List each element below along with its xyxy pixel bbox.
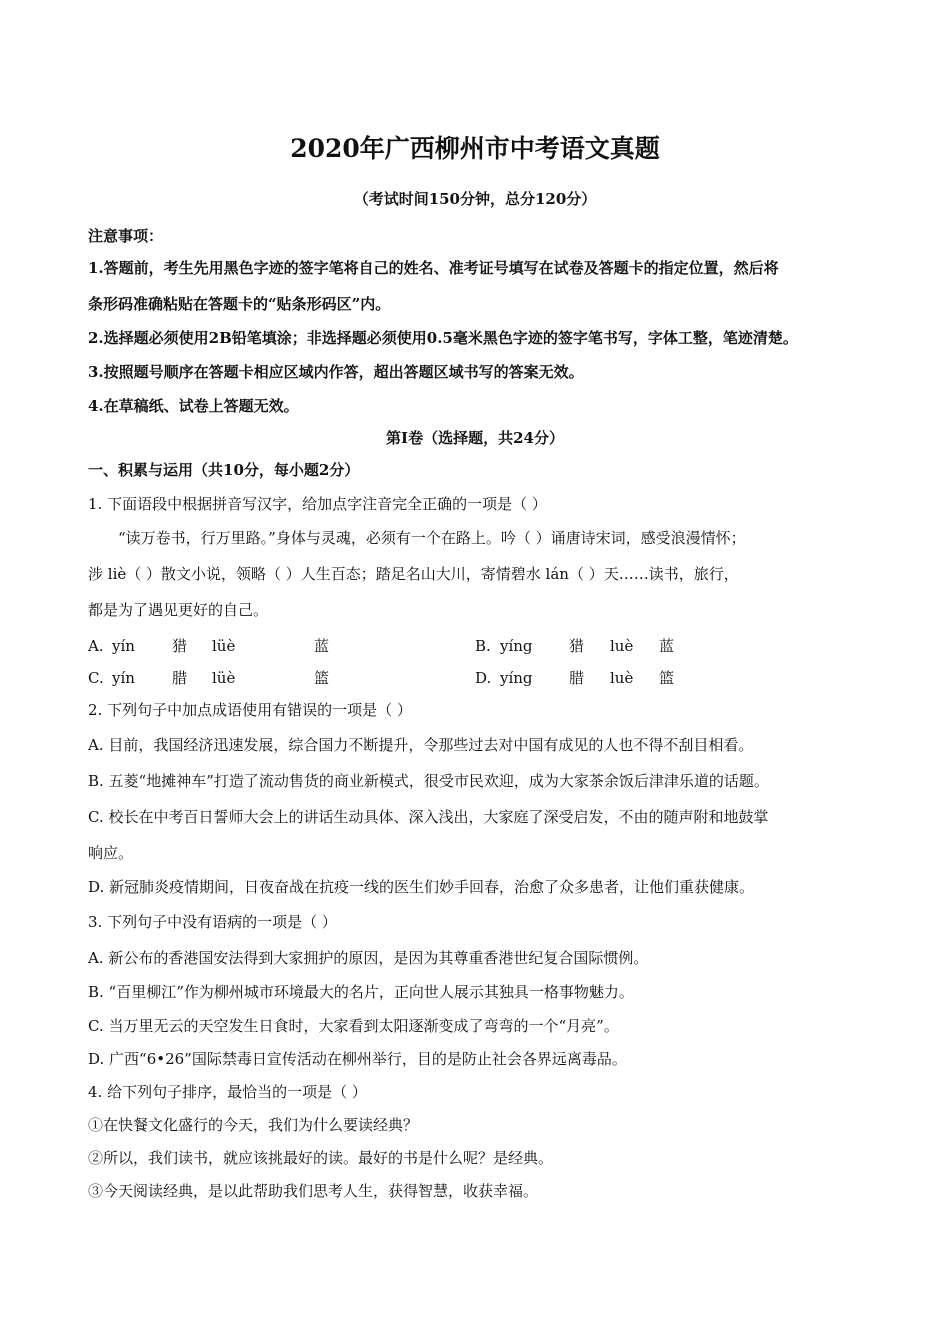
question-option: D. 新冠肺炎疫情期间，日夜奋战在抗疫一线的医生们妙手回春，治愈了众多患者，让他们重获健康。 xyxy=(88,878,755,896)
option-char: 腊 xyxy=(172,669,188,687)
question-option: A. 新公布的香港国安法得到大家拥护的原因，是因为其尊重香港世纪复合国际惯例。 xyxy=(88,949,649,967)
question-option: A. 目前，我国经济迅速发展，综合国力不断提升，令那些过去对中国有成见的人也不得不刮目相看。 xyxy=(88,736,754,754)
passage-line: 涉 liè（ ）散文小说，领略（ ）人生百态；踏足名山大川，寄情碧水 lán（ ）天……读书，旅行， xyxy=(88,565,739,583)
sentence-item: ②所以，我们读书，就应该挑最好的读。最好的书是什么呢？是经典。 xyxy=(88,1149,554,1167)
option-char: 蓝 xyxy=(314,637,330,655)
section-heading: 一、积累与运用（共10分，每小题2分） xyxy=(88,461,360,479)
option-letter: C. xyxy=(88,669,104,687)
option-char: 腊 xyxy=(569,669,585,687)
option-pinyin: yíng xyxy=(500,669,533,687)
option-pinyin: yíng xyxy=(500,637,533,655)
option-char: 蓝 xyxy=(659,637,675,655)
exam-subtitle: （考试时间150分钟，总分120分） xyxy=(353,190,597,208)
question-option: B. 五菱“地摊神车”打造了流动售货的商业新模式，很受市民欢迎，成为大家茶余饭后津津乐道的话题。 xyxy=(88,772,769,790)
option-pinyin: yín xyxy=(112,637,135,655)
question-option: C. 当万里无云的天空发生日食时，大家看到太阳逐渐变成了弯弯的一个“月亮”。 xyxy=(88,1017,619,1035)
part-heading: 第Ⅰ卷（选择题，共24分） xyxy=(386,429,564,447)
notice-item: 4.在草稿纸、试卷上答题无效。 xyxy=(88,397,299,415)
option-letter: B. xyxy=(475,637,491,655)
notice-item: 3.按照题号顺序在答题卡相应区域内作答，超出答题区域书写的答案无效。 xyxy=(88,363,584,381)
option-char: 篮 xyxy=(314,669,330,687)
option-pinyin: luè xyxy=(610,637,634,655)
question-option: C. 校长在中考百日誓师大会上的讲话生动具体、深入浅出，大家庭了深受启发，不由的随声附和地鼓掌 xyxy=(88,808,769,826)
question-option: D. 广西“6•26”国际禁毒日宣传活动在柳州举行，目的是防止社会各界远离毒品。 xyxy=(88,1050,627,1068)
notice-item: 条形码准确粘贴在答题卡的“贴条形码区”内。 xyxy=(88,295,391,313)
option-char: 篮 xyxy=(659,669,675,687)
question-option: 响应。 xyxy=(88,844,134,862)
sentence-item: ③今天阅读经典，是以此帮助我们思考人生，获得智慧，收获幸福。 xyxy=(88,1182,539,1200)
notice-item: 2.选择题必须使用2B铅笔填涂；非选择题必须使用0.5毫米黑色字迹的签字笔书写，字体工整，笔迹清楚。 xyxy=(88,329,798,347)
option-char: 猎 xyxy=(569,637,585,655)
page-title: 2020年广西柳州市中考语文真题 xyxy=(290,134,660,163)
passage-line: “读万卷书，行万里路。”身体与灵魂，必须有一个在路上。吟（ ）诵唐诗宋词，感受浪漫情怀； xyxy=(118,529,746,547)
question-stem: 2. 下列句子中加点成语使用有错误的一项是（ ） xyxy=(88,701,412,719)
option-pinyin: lüè xyxy=(212,669,236,687)
option-char: 猎 xyxy=(172,637,188,655)
sentence-item: ①在快餐文化盛行的今天，我们为什么要读经典？ xyxy=(88,1116,419,1134)
option-letter: D. xyxy=(475,669,492,687)
option-pinyin: luè xyxy=(610,669,634,687)
option-letter: A. xyxy=(88,637,104,655)
question-stem: 4. 给下列句子排序，最恰当的一项是（ ） xyxy=(88,1083,367,1101)
question-stem: 1. 下面语段中根据拼音写汉字，给加点字注音完全正确的一项是（ ） xyxy=(88,495,547,513)
passage-line: 都是为了遇见更好的自己。 xyxy=(88,601,269,619)
question-stem: 3. 下列句子中没有语病的一项是（ ） xyxy=(88,913,337,931)
question-option: B. “百里柳江”作为柳州城市环境最大的名片，正向世人展示其独具一格事物魅力。 xyxy=(88,983,634,1001)
option-pinyin: lüè xyxy=(212,637,236,655)
notice-item: 1.答题前，考生先用黑色字迹的签字笔将自己的姓名、准考证号填写在试卷及答题卡的指定位置，然后将 xyxy=(88,259,779,277)
option-pinyin: yín xyxy=(112,669,135,687)
notice-heading: 注意事项： xyxy=(88,227,164,245)
